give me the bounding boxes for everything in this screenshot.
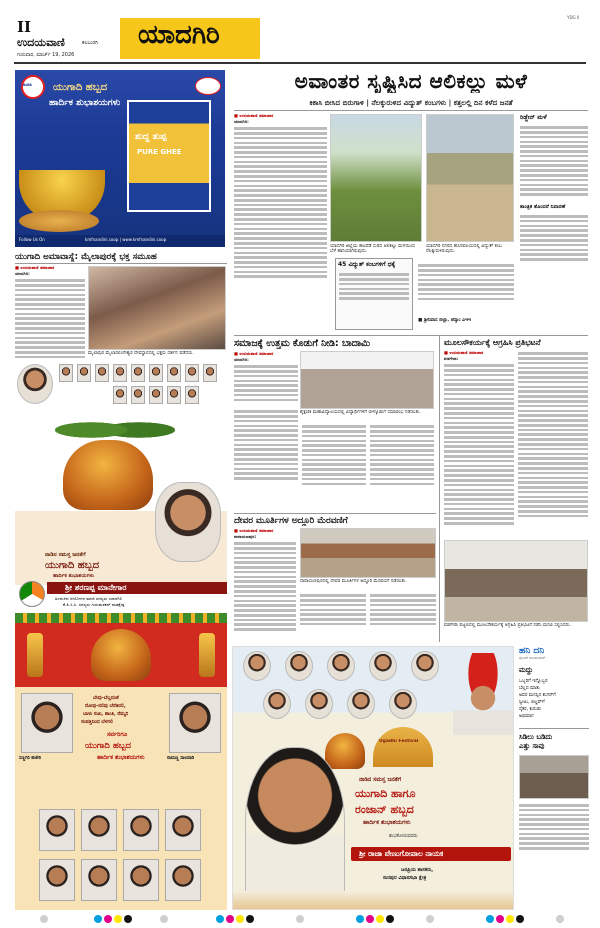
ad-raja bbox=[232, 646, 514, 910]
ad-footer-follow: Follow Us On bbox=[19, 237, 45, 242]
leader-photo bbox=[113, 386, 127, 404]
poem-line: ಸೈಕರ, ಕುರುಡು bbox=[519, 707, 542, 712]
devara-body-col1 bbox=[234, 528, 296, 640]
badami-body-col4 bbox=[370, 423, 434, 513]
reg-mark bbox=[506, 915, 514, 923]
amavasya-body bbox=[15, 265, 85, 360]
member-photo bbox=[81, 809, 117, 851]
main-byline: ■ ಉದಯವಾಣಿ ಸಮಾಚಾರ bbox=[234, 113, 274, 118]
lamp-left bbox=[27, 633, 43, 677]
member-photo bbox=[165, 859, 201, 901]
sannagiri-name: ಸಣ್ಣಗಿರಿ ಹಜೇರಿ bbox=[19, 756, 42, 761]
nandini-greeting-1: ಯುಗಾದಿ ಹಬ್ಬದ bbox=[53, 82, 108, 93]
sharanappa-line3: ಹಾರ್ದಿಕ ಶುಭಾಶಯಗಳು bbox=[53, 573, 95, 579]
kalasha-pot bbox=[91, 629, 151, 681]
nandini-greeting-2: ಹಾರ್ದಿಕ ಶುಭಾಶಯಗಳು bbox=[49, 98, 121, 108]
sidebar-rain-title: ರಿಡ್ಜೇನ್ ಮಳೆ bbox=[520, 114, 547, 121]
reg-mark bbox=[94, 915, 102, 923]
quote-2: ನೋವು-ನಲಿವು ಬೆರೆತಿರಲಿ, bbox=[85, 704, 126, 709]
main-subhead: ಕಿಕಾಸಿ ಬೀಸಿದ ಬಿರುಗಾಳಿ | ನೆಲಕ್ಕುರುಳಿದ ವಿದ್ಯುತ್ ಕಂಬಗಳು | ಕತ್ತಲಲ್ಲಿ ದಿನ ಕಳೆದ ಜನತೆ bbox=[309, 98, 513, 107]
devara-byline: ■ ಉದಯವಾಣಿ ಸಮಾಚಾರ bbox=[234, 528, 274, 533]
badami-lead: ಯಾದಗಿರಿ: bbox=[234, 357, 249, 362]
reg-mark bbox=[40, 915, 48, 923]
sharanappa-name: ಶ್ರೀ ಶರಣಪ್ಪ ಮಾನೇಗಾರ bbox=[65, 583, 127, 592]
ad-nandini bbox=[15, 70, 225, 247]
badami-body-col1 bbox=[234, 351, 298, 407]
reg-mark bbox=[160, 915, 168, 923]
honey-poem-title: ಮದ್ದು bbox=[519, 666, 534, 674]
honey-subtitle: ಪುನೀತ್ ರಾಜಕುಮಾರ್ bbox=[519, 656, 546, 660]
ghee-pack bbox=[127, 100, 211, 212]
leader-photo bbox=[347, 689, 375, 719]
reg-mark bbox=[236, 915, 244, 923]
sharanappa-desc1: ಹಿಂದುಳಿದ ಆಯೋಗದ ಮಾಜಿ ಸದಸ್ಯರು ಯಾದಗಿರಿ bbox=[55, 596, 122, 601]
page-number: II bbox=[17, 18, 32, 36]
sarvarige-subtitle: ಹಾರ್ದಿಕ ಶುಭಾಶಯಗಳು bbox=[97, 754, 145, 761]
sidebar-rain bbox=[520, 114, 588, 334]
corner-code: YDG II bbox=[567, 15, 580, 20]
leader-photo bbox=[305, 689, 333, 719]
quote-4: ಸಂಪತ್ತಿನಿಂದ ಬೆಳಗಲಿ bbox=[81, 720, 113, 725]
leader-photo bbox=[327, 651, 355, 681]
amavasya-rule bbox=[15, 263, 227, 264]
registration-marks bbox=[0, 912, 600, 926]
leader-photo bbox=[77, 364, 91, 382]
ad-footer-website: kmfnandini.coop | www.kmfnandini.coop bbox=[85, 237, 167, 242]
lamp-right bbox=[199, 633, 215, 677]
raja-wish-by: ಶುಭಕೋರುವವರು bbox=[389, 834, 418, 839]
sarvarige-title: ಯುಗಾದಿ ಹಬ್ಬದ bbox=[85, 741, 131, 751]
amavasya-caption: ಮೈಲಾಪುರ ಮೈಲಾರಲಿಂಗೇಶ್ವರ ದೇವಸ್ಥಾನದಲ್ಲಿ ಭಕ್ತರು ದರ್ಶನ ಪಡೆದರು. bbox=[88, 351, 194, 356]
turban-leader-photo bbox=[453, 653, 513, 735]
leader-photo bbox=[203, 364, 217, 382]
main-headline: ಅವಾಂತರ ಸೃಷ್ಟಿಸಿದ ಆಲಿಕಲ್ಲು ಮಳೆ bbox=[294, 69, 528, 93]
crop-damage-photo bbox=[330, 114, 422, 242]
raja-line2: ಯುಗಾದಿ ಹಾಗೂ bbox=[355, 787, 416, 800]
sharanappa-line1: ನಾಡಿನ ಸಮಸ್ತ ಜನತೆಗೆ bbox=[45, 552, 86, 558]
raja-line3: ರಂಜಾನ್ ಹಬ್ಬದ bbox=[355, 803, 414, 816]
reg-mark bbox=[386, 915, 394, 923]
amavasya-headline: ಯುಗಾದಿ ಅಮಾವಾಸ್ಯೆ: ಮೈಲಾಪುರಕ್ಕೆ ಭಕ್ತ ಸಮೂಹ bbox=[15, 252, 157, 262]
leader-photo bbox=[389, 689, 417, 719]
leader-photo bbox=[131, 386, 145, 404]
amavasya-lead: ಯಾದಗಿರಿ: bbox=[15, 271, 30, 276]
mulasale-body-col1 bbox=[444, 350, 514, 536]
ad-sarvarige bbox=[15, 613, 227, 910]
leader-photo bbox=[59, 364, 73, 382]
sharanappa-photo bbox=[155, 482, 221, 562]
raja-line4: ಹಾರ್ದಿಕ ಶುಭಾಶಯಗಳು bbox=[363, 819, 411, 826]
main-body-col3 bbox=[418, 262, 514, 322]
reg-mark bbox=[296, 915, 304, 923]
reg-mark bbox=[356, 915, 364, 923]
amavasya-byline: ■ ಉದಯವಾಣಿ ಸಮಾಚಾರ bbox=[15, 265, 55, 270]
devara-rule bbox=[234, 513, 436, 514]
nandini-logo bbox=[21, 75, 45, 99]
congress-logo bbox=[19, 581, 45, 607]
member-photo bbox=[123, 809, 159, 851]
raja-name: ಶ್ರೀ ರಾಜಾ ವೇಣುಗೋಪಾಲ ನಾಯಕ bbox=[359, 849, 444, 858]
leader-photo bbox=[263, 689, 291, 719]
leader-photo bbox=[167, 386, 181, 404]
member-photo bbox=[165, 809, 201, 851]
sannagiri-photo bbox=[21, 693, 73, 753]
section-title: ಯಾದಗಿರಿ bbox=[138, 20, 220, 50]
reg-mark bbox=[496, 915, 504, 923]
story2-title2: ಎತ್ತು ಸಾವು bbox=[519, 741, 545, 750]
leader-photo bbox=[113, 364, 127, 382]
mulasale-body-col2 bbox=[518, 350, 588, 536]
leader-photo bbox=[243, 651, 271, 681]
nandini-pack-logo bbox=[195, 77, 221, 95]
devara-photo bbox=[300, 528, 436, 578]
leader-photo bbox=[149, 364, 163, 382]
kalasha-pot bbox=[63, 440, 153, 510]
kalasha-pot bbox=[325, 733, 365, 769]
ad-sharanappa bbox=[15, 362, 227, 610]
leader-photo bbox=[149, 386, 163, 404]
paper-name: ಉದಯವಾಣಿ bbox=[17, 36, 65, 49]
leader-photo bbox=[285, 651, 313, 681]
reg-mark bbox=[516, 915, 524, 923]
reg-mark bbox=[426, 915, 434, 923]
leader-photo bbox=[17, 364, 53, 404]
main-body-col1 bbox=[234, 113, 327, 283]
raja-photo bbox=[245, 747, 345, 907]
mulasale-byline: ■ ಉದಯವಾಣಿ ಸಮಾಚಾರ bbox=[444, 350, 484, 355]
leader-photo bbox=[185, 364, 199, 382]
poem-line: ಬೆಲ್ಲದ ಮಾತು bbox=[519, 686, 541, 691]
edition-city: ಕಲಬುರಗಿ bbox=[82, 40, 98, 46]
amavasya-photo bbox=[88, 266, 226, 350]
leader-photo bbox=[369, 651, 397, 681]
ghee-product-kn: ಶುದ್ಧ ತುಪ್ಪ bbox=[135, 132, 167, 142]
mosque-graphic bbox=[373, 727, 433, 767]
sharanappa-desc2: ಕೆ.ಪಿ.ಸಿ.ಸಿ. ಸದಸ್ಯರು ಗುರುಮಠಕಲ್ ಮತಕ್ಷೇತ್ರ bbox=[63, 602, 125, 607]
leader-photo bbox=[95, 364, 109, 382]
ramanna-photo bbox=[169, 693, 221, 753]
raja-desc2: ಸುರಪುರ ವಿಧಾನಸಭಾ ಕ್ಷೇತ್ರ bbox=[383, 875, 427, 881]
badami-body-col3 bbox=[302, 423, 366, 513]
honey-title: ಹನಿ ದನಿ bbox=[519, 646, 545, 656]
mulasale-caption: ವಡಗೇರಾ ಪಟ್ಟಣದಲ್ಲಿ ಮೂಲಸೌಕರ್ಯಕ್ಕೆ ಆಗ್ರಹಿಸಿ ಪ್ರತಿಭಟನೆ ನಡೆಸಿ ಮನವಿ ಸಲ್ಲಿಸಿದರು. bbox=[444, 623, 572, 628]
crop-damage-caption: ಯಾದಗಿರಿ ಜಿಲ್ಲೆಯ ಹಲವೆಡೆ ಸುರಿದ ಆಲಿಕಲ್ಲು ಮಳೆಯಿಂದ ಬೆಳೆ ಹಾನಿಯಾಗಿರುವುದು. bbox=[330, 244, 416, 255]
reg-mark bbox=[104, 915, 112, 923]
pole-count-note: ■ ಶ್ರೀನಿವಾಸ ಬಿಲ್ಲಾ, ಜೆಸ್ಕಾಂ ಎಇಇ bbox=[418, 318, 472, 323]
poem-line: ಅಭಿಮಾನ bbox=[519, 714, 534, 719]
member-photo bbox=[39, 809, 75, 851]
reg-mark bbox=[226, 915, 234, 923]
leader-photo bbox=[185, 386, 199, 404]
quote-3: ಬಾಳು ಸುಖ, ಶಾಂತಿ, ನೆಮ್ಮದಿ bbox=[83, 712, 129, 717]
torana-decoration bbox=[15, 613, 227, 623]
reg-mark bbox=[366, 915, 374, 923]
devara-lead: ನಾರಾಯಣಪುರ: bbox=[234, 534, 257, 539]
mulasale-headline: ಮೂಲಸೌಕರ್ಯಕ್ಕೆ ಆಗ್ರಹಿಸಿ ಪ್ರತಿಭಟನೆ bbox=[444, 338, 541, 347]
sidebar-rain-title2: ತಾಂತ್ರಿಕ ತೊಂದರೆ ನಿವಾರಣೆ bbox=[520, 203, 566, 210]
section-rule bbox=[234, 335, 588, 336]
reg-mark bbox=[114, 915, 122, 923]
mulasale-lead: ವಡಗೇರಾ: bbox=[444, 356, 459, 361]
column-divider bbox=[439, 336, 440, 642]
main-rule bbox=[234, 110, 588, 111]
pole-caption: ಯಾದಗಿರಿ ನಗರದ ಹೊರವಲಯದಲ್ಲಿ ವಿದ್ಯುತ್ ಕಂಬ ನೆಲಕ್ಕುರುಳಿರುವುದು. bbox=[426, 244, 502, 255]
badami-body-col2 bbox=[234, 408, 298, 512]
masthead-rule bbox=[14, 62, 586, 64]
member-photo bbox=[81, 859, 117, 901]
nandini-brand: ನಂದಿನಿ bbox=[23, 82, 32, 87]
badami-byline: ■ ಉದಯವಾಣಿ ಸಮಾಚಾರ bbox=[234, 351, 274, 356]
badami-photo bbox=[300, 351, 434, 409]
reg-mark bbox=[376, 915, 384, 923]
pole-count-title: 45 ವಿದ್ಯುತ್ ಕಂಬಗಳಿಗೆ ಧಕ್ಕೆ bbox=[338, 261, 396, 268]
poem-line: ಸ್ವೀಟು, ಬಿಲ್ಡಪ್‌ಗೆ bbox=[519, 700, 545, 705]
badami-caption: ಶೈಕ್ಷಣಿಕ ಮಹಾವಿದ್ಯಾಲಯದಲ್ಲಿ ವಿದ್ಯಾರ್ಥಿಗಳಿಗೆ ಬೀಳ್ಕೊಡುಗೆ ಸಮಾರಂಭ ನಡೆಯಿತು. bbox=[300, 410, 421, 415]
leader-photo bbox=[167, 364, 181, 382]
quote-1: ಬೇವು-ಬೆಲ್ಲದಂತೆ bbox=[93, 696, 119, 701]
mulasale-photo bbox=[444, 540, 588, 622]
badami-headline: ಸಮಾಜಕ್ಕೆ ಉತ್ತಮ ಕೊಡುಗೆ ನೀಡಿ: ಬಾದಾಮಿ bbox=[234, 338, 370, 349]
sharanappa-line2: ಯುಗಾದಿ ಹಬ್ಬದ bbox=[45, 560, 100, 571]
bull-photo bbox=[519, 755, 589, 799]
sarvarige-header: ಸರ್ವರಿಗೂ bbox=[107, 731, 128, 738]
story2-title: ಸಿಡಿಲು ಬಡಿದು bbox=[519, 732, 553, 741]
masthead bbox=[0, 0, 600, 68]
honey-rule bbox=[519, 728, 589, 729]
raja-banner: Ugadhi Festival bbox=[379, 739, 419, 744]
leader-photo bbox=[411, 651, 439, 681]
leader-photo-strip bbox=[15, 362, 227, 408]
member-photo bbox=[123, 859, 159, 901]
devara-body-col2 bbox=[300, 592, 366, 640]
holige-plate bbox=[19, 210, 99, 232]
reg-mark bbox=[486, 915, 494, 923]
ramanna-name: ರಾಮಣ್ಣ ಸಾಲವಾಡಿ bbox=[167, 756, 195, 761]
main-lead: ಯಾದಗಿರಿ: bbox=[234, 119, 249, 124]
member-photo bbox=[39, 859, 75, 901]
pole-count-box bbox=[335, 258, 413, 330]
honey-column bbox=[519, 646, 589, 910]
reg-mark bbox=[556, 915, 564, 923]
leader-photo bbox=[131, 364, 145, 382]
raja-line1: ನಾಡಿನ ಸಮಸ್ತ ಜನತೆಗೆ bbox=[359, 777, 402, 783]
issue-date: ಗುರುವಾರ, ಮಾರ್ಚ್ 19, 2026 bbox=[17, 52, 75, 58]
poem-line: ಒಬ್ಬರಿಗೆ ಇನ್ನೊಬ್ಬರ bbox=[519, 679, 548, 684]
reg-mark bbox=[216, 915, 224, 923]
devara-body-col3 bbox=[370, 592, 436, 640]
devara-caption: ನಾರಾಯಣಪುರದಲ್ಲಿ ದೇವರ ಮೂರ್ತಿಗಳ ಅದ್ಧೂರಿ ಮೆರವಣಿಗೆ ನಡೆಯಿತು. bbox=[300, 579, 407, 584]
raja-desc1: ಜನಪ್ರಿಯ ಶಾಸಕರು, bbox=[401, 867, 434, 873]
ad-bottom-decor bbox=[233, 891, 514, 910]
ghee-product-en: PURE GHEE bbox=[137, 148, 182, 156]
devara-headline: ದೇವರ ಮೂರ್ತಿಗಳ ಅದ್ಧೂರಿ ಮೆರವಣಿಗೆ bbox=[234, 516, 348, 526]
pole-photo bbox=[426, 114, 514, 242]
reg-mark bbox=[124, 915, 132, 923]
mango-leaves bbox=[55, 412, 175, 442]
reg-mark bbox=[246, 915, 254, 923]
poem-line: ಅವರ ಮನಸ್ಸಿನ ಶುಗರ್‌ಗೆ bbox=[519, 693, 556, 698]
honey-poem bbox=[519, 678, 589, 720]
